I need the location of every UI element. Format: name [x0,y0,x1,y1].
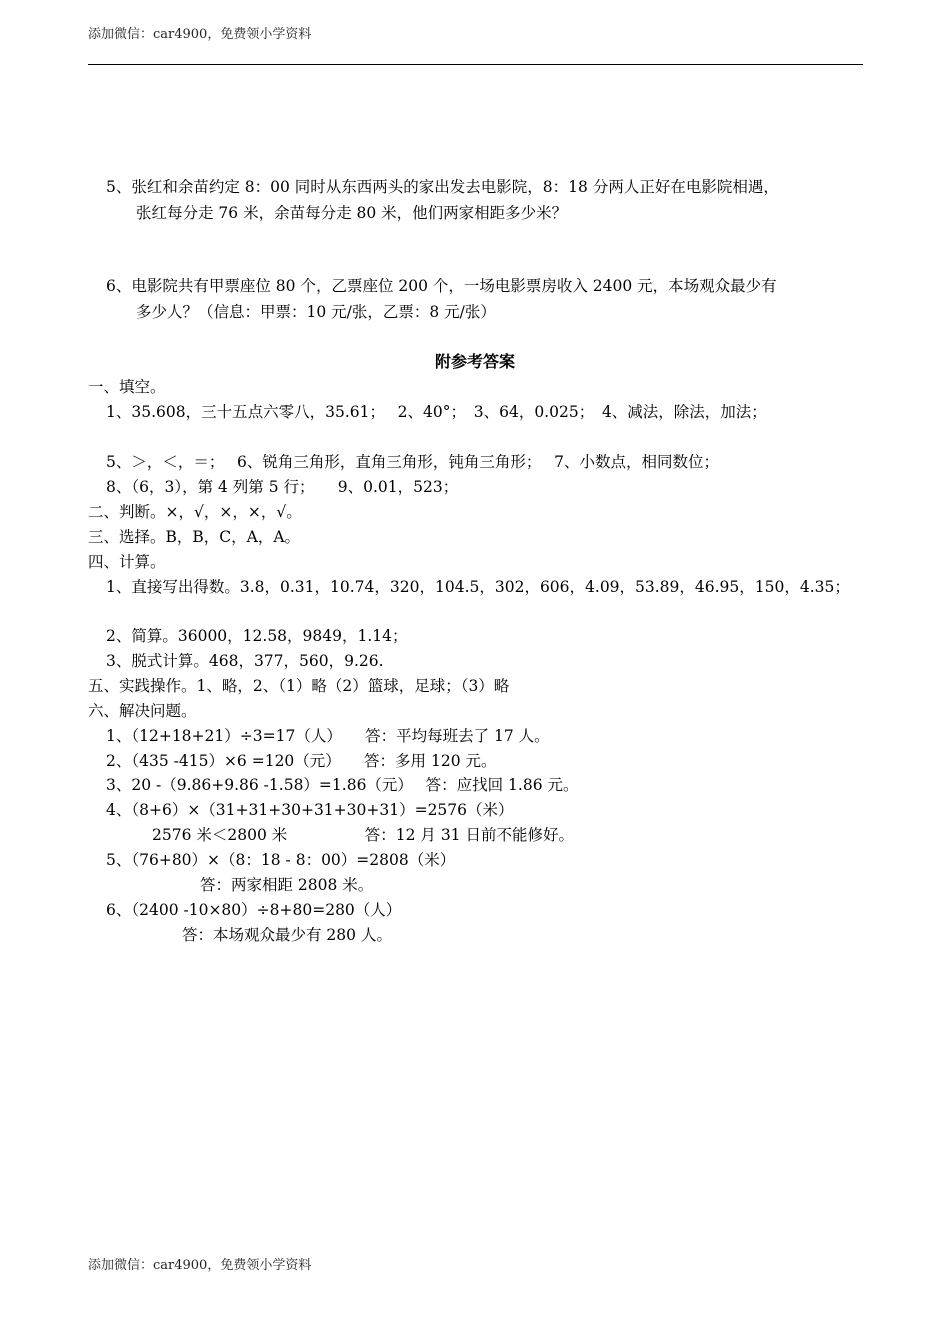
answer-line: 6、（2400 -10×80）÷8+80=280（人） [106,901,402,919]
answer-line: 1、直接写出得数。3.8，0.31，10.74，320，104.5，302，606，4.09，53.89，46.95，150，4.35； [106,578,850,596]
answer-line: 3、脱式计算。468，377，560，9.26. [106,652,384,670]
problem-5-line-2: 张红每分走 76 米，余苗每分走 80 米，他们两家相距多少米？ [136,204,568,222]
answer-line: 1、35.608，三十五点六零八，35.61； 2、40°； 3、64，0.025； 4、减法，除法，加法； [106,403,767,421]
answer-line: 5、（76+80）×（8：18 - 8：00）=2808（米） [106,851,456,869]
answer-line: 4、（8+6）×（31+31+30+31+30+31）=2576（米） [106,801,514,819]
problem-6-line-2: 多少人？（信息：甲票：10 元/张，乙票：8 元/张） [136,303,496,321]
footer-note: 添加微信：car4900，免费领小学资料 [88,1258,312,1273]
answer-line: 2、（435 -415）×6 =120（元） 答：多用 120 元。 [106,752,497,770]
answer-section-practice: 五、实践操作。1、略，2、（1）略（2）篮球，足球；（3）略 [88,677,510,695]
answer-section-solve: 六、解决问题。 [88,702,197,720]
answer-section-choice: 三、选择。B，B，C，A，A。 [88,528,301,546]
problem-5-line-1: 5、张红和余苗约定 8：00 同时从东西两头的家出发去电影院，8：18 分两人正好在电影院相遇， [106,178,779,196]
answer-line: 答：本场观众最少有 280 人。 [182,926,392,944]
answer-line: 1、（12+18+21）÷3=17（人） 答：平均每班去了 17 人。 [106,727,550,745]
answer-line: 2576 米＜2800 米 答：12 月 31 日前不能修好。 [152,826,574,844]
answer-section-judge: 二、判断。×，√，×，×，√。 [88,503,302,521]
answer-section-calc: 四、计算。 [88,553,166,571]
answer-line: 8、（6，3），第 4 列第 5 行； 9、0.01，523； [106,478,459,496]
answer-line: 2、简算。36000，12.58，9849，1.14； [106,627,408,645]
answer-line: 3、20 -（9.86+9.86 -1.58）=1.86（元） 答：应找回 1.86 元。 [106,776,579,794]
answers-title: 附参考答案 [434,352,515,371]
problem-6-line-1: 6、电影院共有甲票座位 80 个，乙票座位 200 个，一场电影票房收入 2400 元，本场观众最少有 [106,277,777,295]
answer-line: 5、＞，＜，＝； 6、锐角三角形，直角三角形，钝角三角形； 7、小数点，相同数位； [106,453,719,471]
answer-line: 答：两家相距 2808 米。 [200,876,374,894]
header-note: 添加微信：car4900，免费领小学资料 [88,27,312,42]
header-divider [88,64,863,65]
answer-section-fill: 一、填空。 [88,378,166,396]
